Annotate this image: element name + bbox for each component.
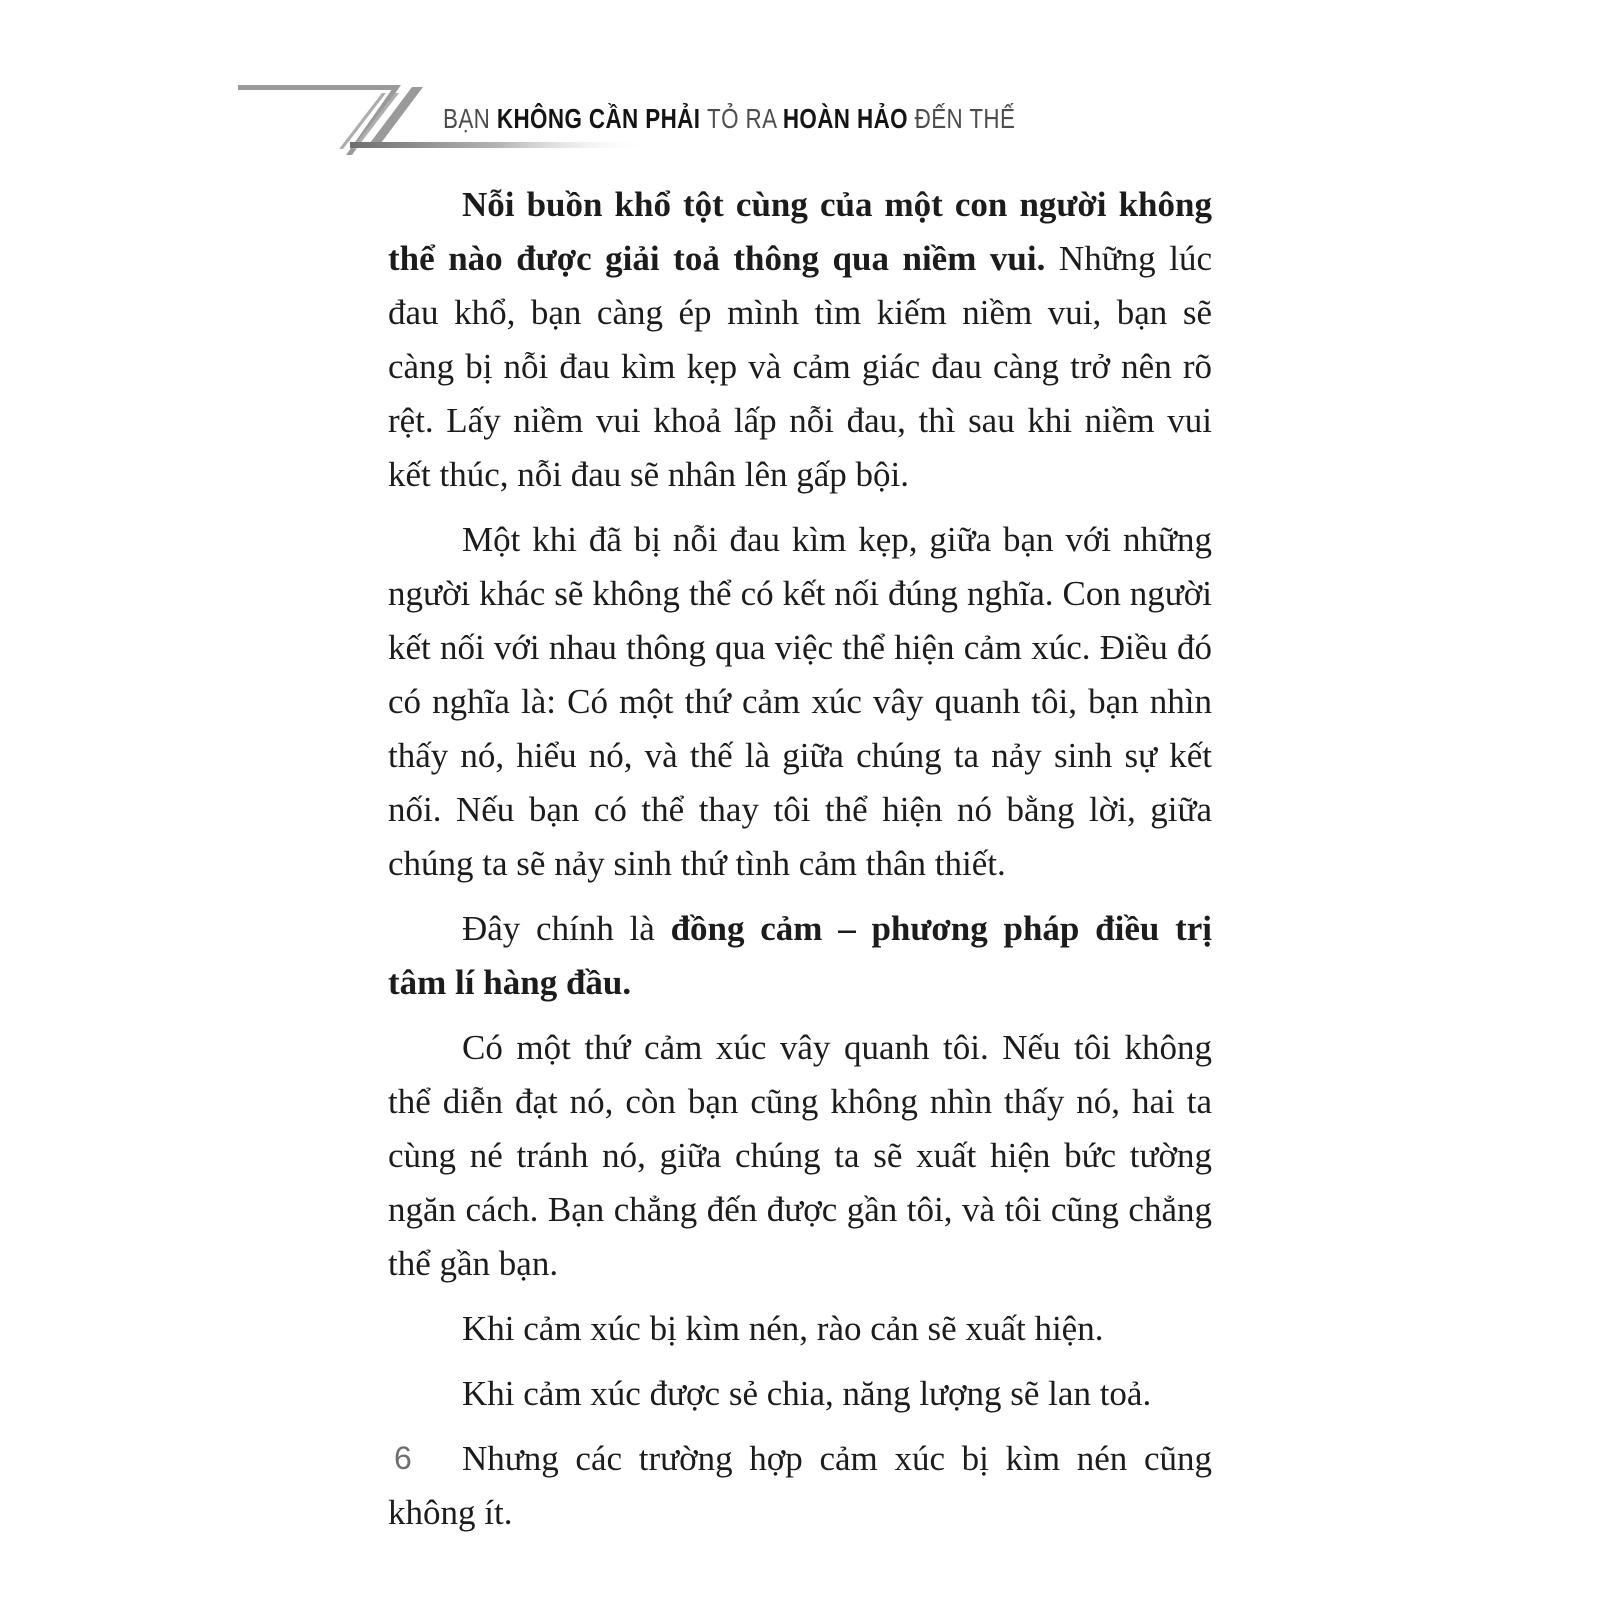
title-segment: BẠN [443,103,497,134]
paragraph-text: Đây chính là [462,909,671,948]
body-text [388,178,1212,1551]
paragraph-text: Có một thứ cảm xúc vây quanh tôi. Nếu tôi không thể diễn đạt nó, còn bạn cũng không nhìn thấy nó, hai ta cùng né tránh nó, giữa chúng ta sẽ xuất hiện bức tường ngăn cách. Bạn chẳng đến được gần tôi, và tôi cũng chẳng thể gần bạn. [388,1028,1212,1283]
paragraph [388,513,1212,891]
title-segment: ĐẾN THẾ [914,103,1016,134]
paragraph-text: Nhưng các trường hợp cảm xúc bị kìm nén cũng không ít. [388,1439,1212,1532]
paragraph [388,1021,1212,1291]
running-header-title [443,103,1015,135]
paragraph [388,1302,1212,1356]
paragraph-text: Một khi đã bị nỗi đau kìm kẹp, giữa bạn với những người khác sẽ không thể có kết nối đúng nghĩa. Con người kết nối với nhau thông qua việc thể hiện cảm xúc. Điều đó có nghĩa là: Có một thứ cảm xúc vây quanh tôi, bạn nhìn thấy nó, hiểu nó, và thế là giữa chúng ta nảy sinh sự kết nối. Nếu bạn có thể thay tôi thể hiện nó bằng lời, giữa chúng ta sẽ nảy sinh thứ tình cảm thân thiết. [388,520,1212,883]
paragraph-bold-text: đồng cảm – phương pháp điều trị tâm lí hàng đầu. [388,909,1213,1002]
paragraph [388,178,1212,502]
paragraph [388,1432,1212,1540]
title-segment: HOÀN HẢO [782,103,915,134]
title-segment: KHÔNG CẦN PHẢI [496,103,707,134]
paragraph-text: Những lúc đau khổ, bạn càng ép mình tìm kiếm niềm vui, bạn sẽ càng bị nỗi đau kìm kẹp và cảm giác đau càng trở nên rõ rệt. Lấy niềm vui khoả lấp nỗi đau, thì sau khi niềm vui kết thúc, nỗi đau sẽ nhân lên gấp bội. [388,239,1212,494]
title-segment: TỎ RA [706,103,783,134]
paragraph [388,902,1212,1010]
paragraph-text: Khi cảm xúc bị kìm nén, rào cản sẽ xuất hiện. [462,1309,1104,1348]
paragraph [388,1367,1212,1421]
paragraph-text: Khi cảm xúc được sẻ chia, năng lượng sẽ lan toả. [462,1374,1152,1413]
page-number: 6 [394,1440,412,1476]
paragraph-bold-text: Nỗi buồn khổ tột cùng của một con người không thể nào được giải toả thông qua niềm vui. [388,185,1212,278]
